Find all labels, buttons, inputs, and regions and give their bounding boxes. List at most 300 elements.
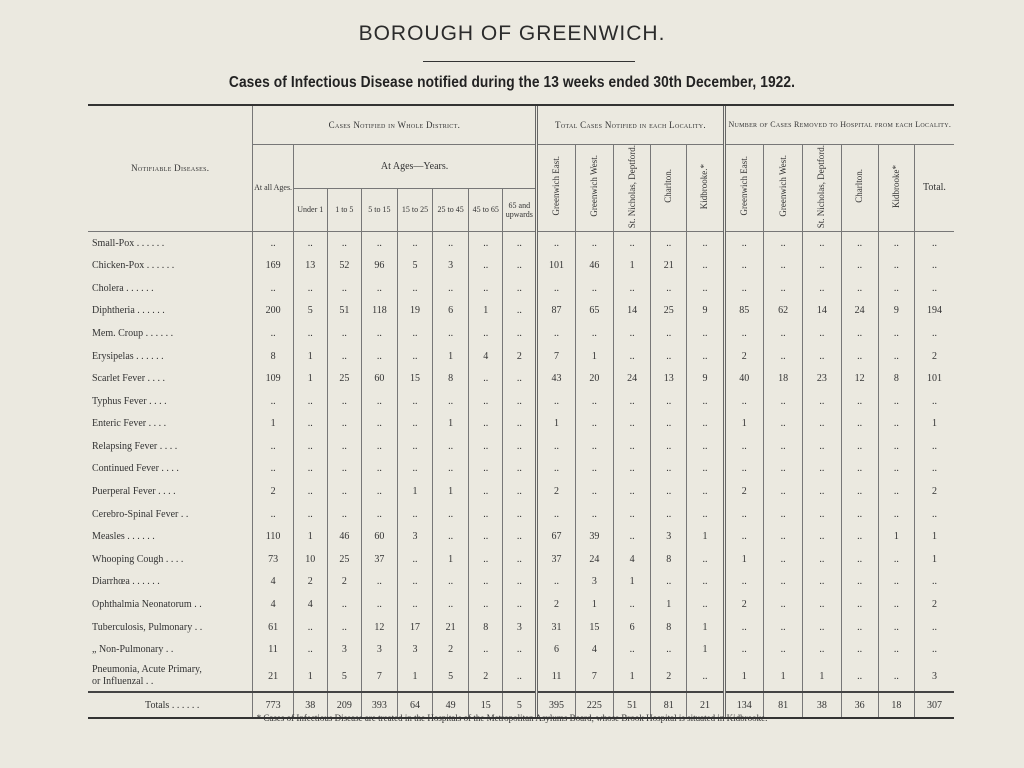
table-cell: .. <box>613 435 650 458</box>
table-cell: .. <box>687 571 724 594</box>
table-cell: 7 <box>361 661 397 692</box>
table-cell: .. <box>469 571 503 594</box>
table-cell: .. <box>687 435 724 458</box>
table-cell: 395 <box>537 692 575 717</box>
table-cell: 67 <box>537 525 575 548</box>
table-cell: .. <box>651 503 687 526</box>
table-cell: .. <box>763 525 802 548</box>
table-cell: .. <box>361 277 397 300</box>
table-cell: .. <box>687 254 724 277</box>
table-cell: .. <box>878 571 914 594</box>
table-cell: 3 <box>433 254 469 277</box>
table-cell: .. <box>687 661 724 692</box>
table-cell: 2 <box>433 638 469 661</box>
table-cell: .. <box>469 548 503 571</box>
table-cell: 194 <box>914 300 954 323</box>
table-cell: .. <box>803 322 841 345</box>
table-cell: .. <box>841 616 878 639</box>
table-cell: 15 <box>397 367 432 390</box>
table-cell: 1 <box>253 413 293 436</box>
table-cell: 225 <box>575 692 613 717</box>
table-cell: .. <box>327 616 361 639</box>
table-row <box>88 458 954 481</box>
header-age-1-to-5: 1 to 5 <box>327 188 361 231</box>
table-cell: 4 <box>575 638 613 661</box>
table-cell: 46 <box>327 525 361 548</box>
table-cell: .. <box>841 525 878 548</box>
table-cell: 101 <box>914 367 954 390</box>
table-cell: .. <box>763 277 802 300</box>
table-cell: 1 <box>687 525 724 548</box>
disease-name: Continued Fever . . . . <box>92 463 179 475</box>
table-cell: .. <box>537 277 575 300</box>
table-cell: .. <box>841 593 878 616</box>
disease-name: Mem. Croup . . . . . . <box>92 327 174 339</box>
table-cell: 1 <box>724 548 763 571</box>
table-cell: .. <box>469 480 503 503</box>
table-cell: 8 <box>651 548 687 571</box>
table-cell: .. <box>253 503 293 526</box>
table-cell: 62 <box>763 300 802 323</box>
table-row <box>88 435 954 458</box>
table-cell: 73 <box>253 548 293 571</box>
table-cell: .. <box>293 277 327 300</box>
table-cell: .. <box>803 345 841 368</box>
table-cell: 1 <box>397 480 432 503</box>
table-cell: .. <box>503 593 537 616</box>
table-cell: 3 <box>397 525 432 548</box>
table-cell: .. <box>914 616 954 639</box>
table-cell: 1 <box>914 525 954 548</box>
table-cell: 2 <box>327 571 361 594</box>
header-hosp-greenwich-east: Greenwich East. <box>724 144 763 231</box>
table-cell: .. <box>651 345 687 368</box>
table-cell: 1 <box>914 548 954 571</box>
disease-name: „ Non-Pulmonary . . <box>92 644 174 656</box>
table-cell: .. <box>469 435 503 458</box>
footnote: * Cases of Infectious Disease are treated in the Hospitals of the Metropolitan Asylums Board, whose Brook Hospital is situated in Kidbrooke. <box>256 713 768 723</box>
table-cell: 81 <box>651 692 687 717</box>
table-cell: .. <box>914 390 954 413</box>
table-cell: .. <box>878 345 914 368</box>
table-cell: .. <box>841 345 878 368</box>
table-cell: .. <box>651 458 687 481</box>
header-locality: Total Cases Notified in each Locality. <box>537 106 724 144</box>
table-cell: .. <box>433 503 469 526</box>
header-age-25-to-45: 25 to 45 <box>433 188 469 231</box>
table-cell: .. <box>361 231 397 254</box>
disease-name: Relapsing Fever . . . . <box>92 440 178 452</box>
table-cell: .. <box>803 571 841 594</box>
table-cell: 2 <box>724 480 763 503</box>
table-cell: .. <box>687 322 724 345</box>
table-cell: .. <box>293 503 327 526</box>
header-whole-district: Cases Notified in Whole District. <box>253 106 537 144</box>
table-cell: .. <box>687 503 724 526</box>
table-cell: 24 <box>841 300 878 323</box>
table-cell: .. <box>687 390 724 413</box>
table-cell: 52 <box>327 254 361 277</box>
table-cell: .. <box>503 661 537 692</box>
table-cell: .. <box>327 503 361 526</box>
table-cell: .. <box>914 322 954 345</box>
table-cell: 1 <box>763 661 802 692</box>
table-cell: 13 <box>293 254 327 277</box>
table-cell: 31 <box>537 616 575 639</box>
table-cell: .. <box>361 390 397 413</box>
table-cell: .. <box>469 322 503 345</box>
table-cell: 8 <box>878 367 914 390</box>
table-cell: .. <box>469 413 503 436</box>
table-cell: .. <box>537 231 575 254</box>
table-cell: .. <box>503 458 537 481</box>
table-cell: 37 <box>361 548 397 571</box>
table-cell: 10 <box>293 548 327 571</box>
header-age-under-1: Under 1 <box>293 188 327 231</box>
disease-name: Scarlet Fever . . . . <box>92 373 166 385</box>
header-age-45-to-65: 45 to 65 <box>469 188 503 231</box>
table-cell: 2 <box>503 345 537 368</box>
table-cell: .. <box>503 390 537 413</box>
table-cell: 118 <box>361 300 397 323</box>
table-cell: 1 <box>433 345 469 368</box>
table-cell: 9 <box>687 300 724 323</box>
disease-name: Pneumonia, Acute Primary, or Influenzal . . <box>92 664 202 688</box>
table-cell: 1 <box>433 548 469 571</box>
table-cell: .. <box>293 638 327 661</box>
table-cell: .. <box>763 413 802 436</box>
header-loc-kidbrooke: Kidbrooke.* <box>687 144 724 231</box>
table-cell: 6 <box>433 300 469 323</box>
table-cell: .. <box>613 231 650 254</box>
table-cell: .. <box>327 277 361 300</box>
table-row <box>88 322 954 345</box>
table-row <box>88 661 954 692</box>
table-row <box>88 300 954 323</box>
table-cell: 3 <box>327 638 361 661</box>
table-cell: 773 <box>253 692 293 717</box>
table-cell: .. <box>397 345 432 368</box>
table-cell: .. <box>878 458 914 481</box>
table-cell: .. <box>361 503 397 526</box>
table-cell: 1 <box>575 593 613 616</box>
table-cell: .. <box>878 638 914 661</box>
table-cell: 1 <box>803 661 841 692</box>
table-cell: 9 <box>878 300 914 323</box>
table-cell: .. <box>841 254 878 277</box>
table-cell: 18 <box>878 692 914 717</box>
table-cell: .. <box>841 503 878 526</box>
table-cell: 3 <box>914 661 954 692</box>
header-hosp-greenwich-west: Greenwich West. <box>763 144 802 231</box>
table-cell: 21 <box>253 661 293 692</box>
table-cell: 1 <box>293 525 327 548</box>
table-cell: .. <box>503 367 537 390</box>
table-cell: .. <box>293 231 327 254</box>
table-cell: .. <box>537 390 575 413</box>
table-cell: .. <box>841 638 878 661</box>
table-cell: .. <box>575 458 613 481</box>
table-cell: .. <box>361 413 397 436</box>
table-cell: 8 <box>651 616 687 639</box>
table-cell: .. <box>687 277 724 300</box>
table-row <box>88 593 954 616</box>
table-cell: .. <box>575 390 613 413</box>
table-cell: .. <box>361 322 397 345</box>
table-cell: .. <box>651 413 687 436</box>
table-cell: .. <box>503 638 537 661</box>
disease-name: Small-Pox . . . . . . <box>92 237 165 249</box>
table-cell: 14 <box>613 300 650 323</box>
table-row <box>88 480 954 503</box>
table-cell: .. <box>878 254 914 277</box>
table-cell: .. <box>503 571 537 594</box>
table-cell: .. <box>361 435 397 458</box>
table-cell: 4 <box>253 571 293 594</box>
table-cell: .. <box>397 458 432 481</box>
table-cell: .. <box>613 458 650 481</box>
disease-name: Typhus Fever . . . . <box>92 395 167 407</box>
table-cell: .. <box>878 548 914 571</box>
table-cell: .. <box>613 638 650 661</box>
table-cell: .. <box>687 593 724 616</box>
table-cell: .. <box>293 458 327 481</box>
table-cell: .. <box>613 480 650 503</box>
table-cell: 6 <box>613 616 650 639</box>
header-age-65-upwards: 65 and upwards <box>503 188 537 231</box>
table-cell: .. <box>469 638 503 661</box>
table-cell: 110 <box>253 525 293 548</box>
table-cell: .. <box>841 571 878 594</box>
table-cell: 3 <box>575 571 613 594</box>
table-cell: 1 <box>537 413 575 436</box>
table-cell: .. <box>724 254 763 277</box>
header-at-ages: At Ages—Years. <box>293 144 537 188</box>
header-loc-greenwich-east: Greenwich East. <box>537 144 575 231</box>
table-cell: .. <box>914 254 954 277</box>
table-cell: 15 <box>469 692 503 717</box>
table-row <box>88 503 954 526</box>
table-cell: 39 <box>575 525 613 548</box>
table-cell: 2 <box>537 480 575 503</box>
table-cell: 1 <box>613 571 650 594</box>
table-cell: .. <box>763 390 802 413</box>
table-cell: .. <box>724 231 763 254</box>
disease-name: Chicken-Pox . . . . . . <box>92 260 175 272</box>
disease-name: Puerperal Fever . . . . <box>92 486 176 498</box>
table-cell: .. <box>469 503 503 526</box>
table-cell: .. <box>803 616 841 639</box>
table-cell: .. <box>803 277 841 300</box>
table-cell: .. <box>503 503 537 526</box>
table-cell: .. <box>575 413 613 436</box>
header-hospital: Number of Cases Removed to Hospital from each Locality. <box>724 106 954 144</box>
table-cell: .. <box>613 345 650 368</box>
table-cell: .. <box>878 593 914 616</box>
table-cell: .. <box>503 525 537 548</box>
table-cell: .. <box>361 571 397 594</box>
table-cell: .. <box>803 231 841 254</box>
table-cell: .. <box>397 571 432 594</box>
table-cell: .. <box>763 322 802 345</box>
table-cell: .. <box>841 277 878 300</box>
table-cell: .. <box>503 413 537 436</box>
table-cell: 2 <box>724 593 763 616</box>
table-cell: 8 <box>253 345 293 368</box>
table-cell: .. <box>293 616 327 639</box>
table-cell: 46 <box>575 254 613 277</box>
table-caption: Cases of Infectious Disease notified during the 13 weeks ended 30th December, 1922. <box>228 74 796 91</box>
table-cell: 1 <box>687 616 724 639</box>
table-row <box>88 390 954 413</box>
table-cell: 7 <box>575 661 613 692</box>
table-cell: .. <box>651 390 687 413</box>
table-cell: .. <box>537 322 575 345</box>
disease-name: Ophthalmia Neonatorum . . <box>92 599 202 611</box>
disease-name: Totals . . . . . . <box>88 692 253 717</box>
table-cell: 43 <box>537 367 575 390</box>
table-cell: 18 <box>763 367 802 390</box>
table-cell: .. <box>724 525 763 548</box>
table-cell: .. <box>651 571 687 594</box>
header-age-5-to-15: 5 to 15 <box>361 188 397 231</box>
table-cell: 51 <box>613 692 650 717</box>
table-cell: .. <box>724 616 763 639</box>
table-cell: .. <box>613 593 650 616</box>
table-cell: 307 <box>914 692 954 717</box>
table-cell: .. <box>613 390 650 413</box>
table-cell: .. <box>803 638 841 661</box>
table-cell: .. <box>651 231 687 254</box>
header-notifiable-diseases: Notifiable Diseases. <box>88 106 253 231</box>
table-cell: .. <box>293 435 327 458</box>
table-cell: .. <box>433 458 469 481</box>
table-cell: .. <box>841 480 878 503</box>
table-cell: .. <box>914 435 954 458</box>
table-cell: 2 <box>651 661 687 692</box>
table-cell: .. <box>878 231 914 254</box>
table-cell: .. <box>469 254 503 277</box>
table-cell: .. <box>687 458 724 481</box>
table-cell: .. <box>537 458 575 481</box>
table-cell: .. <box>841 661 878 692</box>
table-cell: 9 <box>687 367 724 390</box>
table-cell: .. <box>651 322 687 345</box>
table-cell: 2 <box>724 345 763 368</box>
table-cell: 2 <box>914 593 954 616</box>
table-row <box>88 254 954 277</box>
table-cell: .. <box>763 480 802 503</box>
table-cell: 200 <box>253 300 293 323</box>
table-cell: .. <box>878 435 914 458</box>
table-cell: .. <box>724 503 763 526</box>
table-cell: .. <box>687 548 724 571</box>
disease-name: Measles . . . . . . <box>92 531 155 543</box>
table-cell: 20 <box>575 367 613 390</box>
table-cell: .. <box>253 435 293 458</box>
table-cell: 8 <box>433 367 469 390</box>
table-cell: .. <box>327 413 361 436</box>
table-cell: .. <box>575 435 613 458</box>
table-cell: .. <box>397 593 432 616</box>
table-cell: .. <box>878 322 914 345</box>
table-cell: 85 <box>724 300 763 323</box>
table-cell: 40 <box>724 367 763 390</box>
table-cell: 1 <box>613 661 650 692</box>
table-cell: 15 <box>575 616 613 639</box>
table-cell: 4 <box>293 593 327 616</box>
table-cell: .. <box>803 480 841 503</box>
table-row <box>88 616 954 639</box>
table-cell: .. <box>503 435 537 458</box>
table-cell: 14 <box>803 300 841 323</box>
table-cell: .. <box>763 345 802 368</box>
table-cell: .. <box>433 525 469 548</box>
table-cell: .. <box>327 231 361 254</box>
table-cell: .. <box>537 435 575 458</box>
table-cell: .. <box>503 277 537 300</box>
table-cell: 4 <box>253 593 293 616</box>
disease-name: Enteric Fever . . . . <box>92 418 167 430</box>
table-cell: .. <box>293 413 327 436</box>
table-cell: 19 <box>397 300 432 323</box>
table-cell: 12 <box>361 616 397 639</box>
table-cell: .. <box>469 525 503 548</box>
table-cell: .. <box>397 548 432 571</box>
table-cell: .. <box>433 322 469 345</box>
table-cell: .. <box>469 593 503 616</box>
table-cell: .. <box>575 231 613 254</box>
table-cell: .. <box>878 277 914 300</box>
table-cell: .. <box>878 413 914 436</box>
table-cell: .. <box>841 231 878 254</box>
table-cell: .. <box>687 345 724 368</box>
table-cell: .. <box>687 231 724 254</box>
table-cell: 6 <box>537 638 575 661</box>
table-cell: 2 <box>253 480 293 503</box>
disease-name: Tuberculosis, Pulmonary . . <box>92 621 203 633</box>
table-cell: .. <box>687 480 724 503</box>
table-cell: .. <box>469 367 503 390</box>
table-cell: .. <box>361 593 397 616</box>
table-cell: .. <box>687 413 724 436</box>
table-cell: 36 <box>841 692 878 717</box>
header-loc-st-nicholas: St. Nicholas, Deptford. <box>613 144 650 231</box>
table-cell: 64 <box>397 692 432 717</box>
table-cell: 81 <box>763 692 802 717</box>
table-cell: .. <box>327 593 361 616</box>
table-cell: 17 <box>397 616 432 639</box>
table-cell: 25 <box>651 300 687 323</box>
header-total: Total. <box>914 144 954 231</box>
table-cell: .. <box>803 254 841 277</box>
table-cell: 4 <box>613 548 650 571</box>
table-cell: .. <box>293 390 327 413</box>
disease-name: Diphtheria . . . . . . <box>92 305 165 317</box>
table-cell: .. <box>613 413 650 436</box>
table-cell: 2 <box>469 661 503 692</box>
table-cell: .. <box>763 458 802 481</box>
table-cell: .. <box>433 593 469 616</box>
table-cell: 109 <box>253 367 293 390</box>
table-cell: 5 <box>503 692 537 717</box>
table-cell: 5 <box>433 661 469 692</box>
table-cell: 1 <box>724 661 763 692</box>
table-cell: 1 <box>469 300 503 323</box>
header-hosp-kidbrooke: Kidbrooke* <box>878 144 914 231</box>
table-cell: 1 <box>651 593 687 616</box>
table-row <box>88 277 954 300</box>
